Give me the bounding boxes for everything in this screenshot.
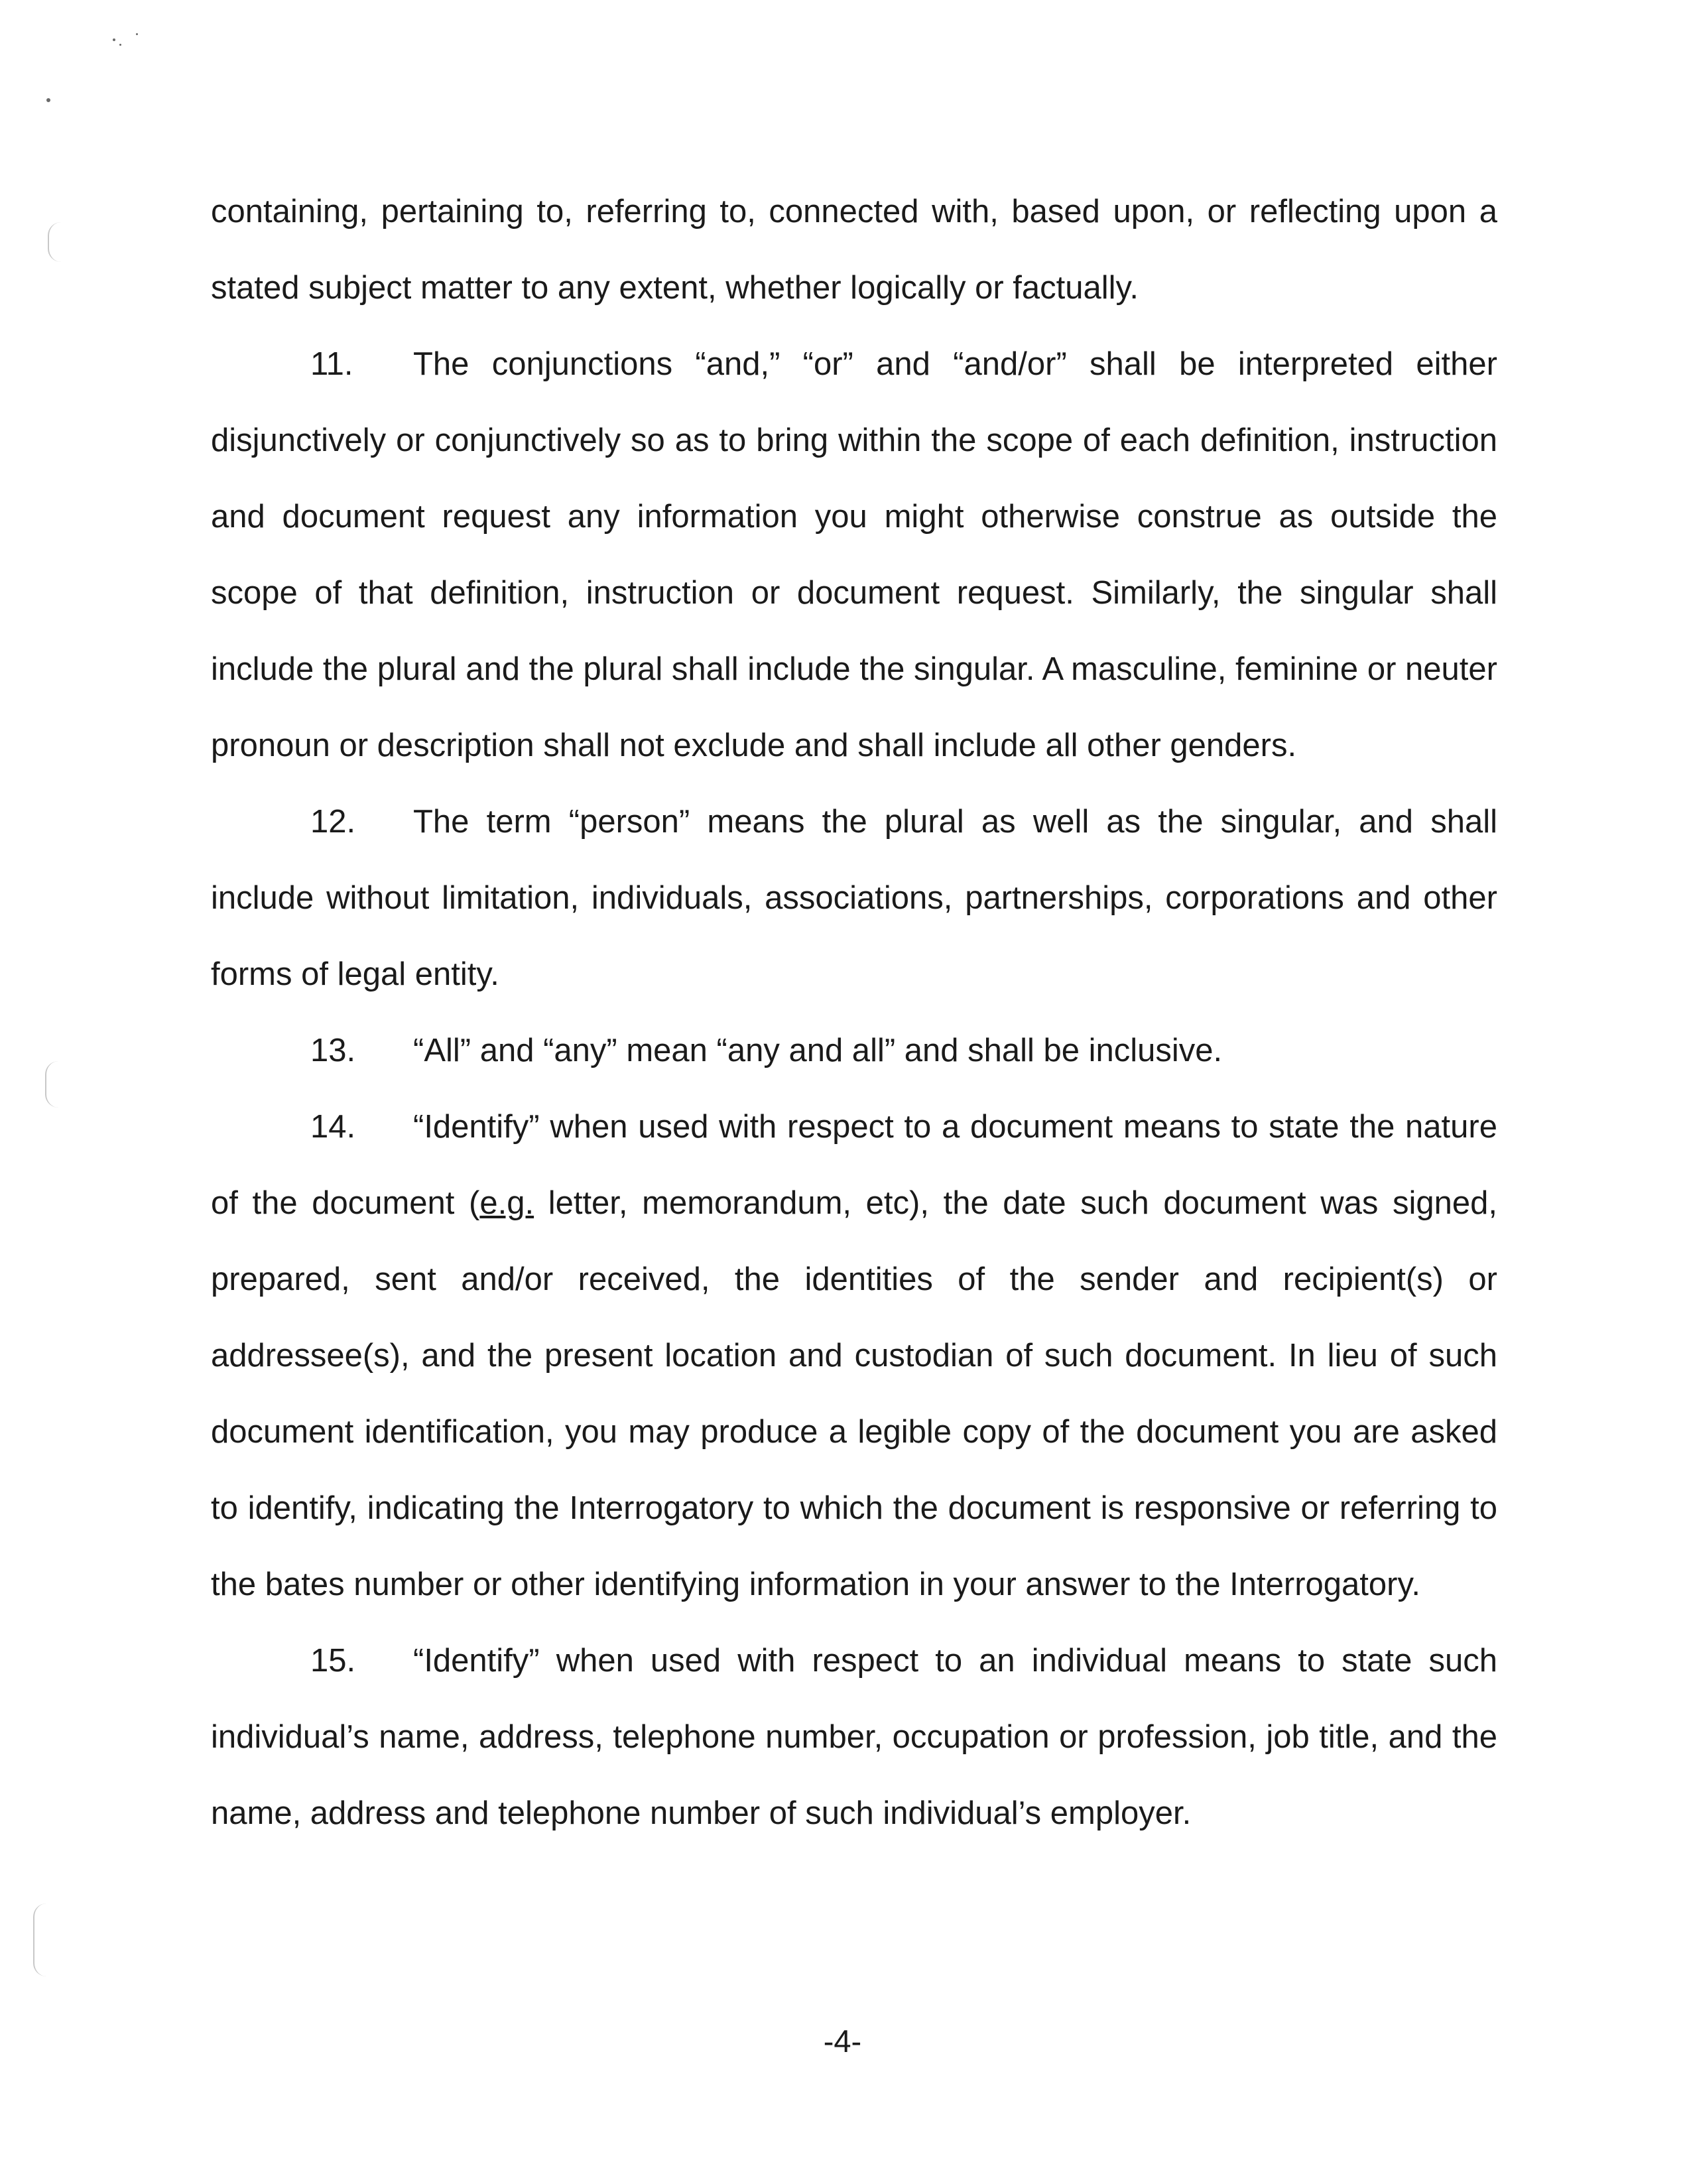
paragraph-text-after: letter, memorandum, etc), the date such document was signed, prepared, sent and/or received, the identities of the sender and recipient(s) or addressee(s), and the present location and custodian of such document. In lieu of such document identification, you may produce a legible copy of the document you are asked to identify, indicating the Interrogatory to which the document is responsive or referring to the bates number or other identifying information in your answer to the Interrogatory. xyxy=(211,1185,1497,1602)
paragraph-number: 11. xyxy=(310,346,353,382)
paragraph-text-before: “Identify” when used with respect to a document means to state the nature of the document ( xyxy=(211,1109,1497,1221)
paragraph-15 xyxy=(211,1623,1497,1852)
paragraph-number: 15. xyxy=(310,1643,356,1679)
paragraph-11 xyxy=(211,326,1497,784)
abbreviation-eg: e.g. xyxy=(479,1185,534,1221)
paragraph-number: 14. xyxy=(310,1109,356,1145)
scan-punch-hole-mark xyxy=(45,1061,62,1108)
scan-speck xyxy=(136,33,138,35)
paragraph-text: “All” and “any” mean “any and all” and shall be inclusive. xyxy=(413,1033,1223,1068)
paragraph-text: The conjunctions “and,” “or” and “and/or” shall be interpreted either disjunctively or conjunctively so as to bring within the scope of each definition, instruction and document request any information you might otherwise construe as outside the scope of that definition, instruction or document request. Similarly, the singular shall include the plural and the plural shall include the singular. A masculine, feminine or neuter pronoun or description shall not exclude and shall include all other genders. xyxy=(211,346,1497,763)
paragraph-number: 12. xyxy=(310,804,356,840)
paragraph-text: “Identify” when used with respect to an individual means to state such individual’s name, address, telephone number, occupation or profession, job title, and the name, address and telephone number of such individual’s employer. xyxy=(211,1643,1497,1831)
scan-punch-hole-mark xyxy=(33,1903,52,1976)
paragraph-13 xyxy=(211,1013,1497,1089)
paragraph-continuation xyxy=(211,174,1497,326)
paragraph-12 xyxy=(211,784,1497,1013)
scan-speck xyxy=(119,44,121,46)
scan-speck xyxy=(113,38,115,41)
paragraph-text: The term “person” means the plural as well as the singular, and shall include without limitation, individuals, associations, partnerships, corporations and other forms of legal entity. xyxy=(211,804,1497,992)
page-number: -4- xyxy=(823,2023,862,2059)
document-body xyxy=(211,174,1497,1852)
paragraph-14 xyxy=(211,1089,1497,1623)
paragraph-text: containing, pertaining to, referring to, connected with, based upon, or reflecting upon a stated subject matter to any extent, whether logically or factually. xyxy=(211,194,1497,306)
scan-punch-hole-mark xyxy=(48,222,62,262)
paragraph-number: 13. xyxy=(310,1033,356,1068)
scan-speck xyxy=(46,98,50,102)
